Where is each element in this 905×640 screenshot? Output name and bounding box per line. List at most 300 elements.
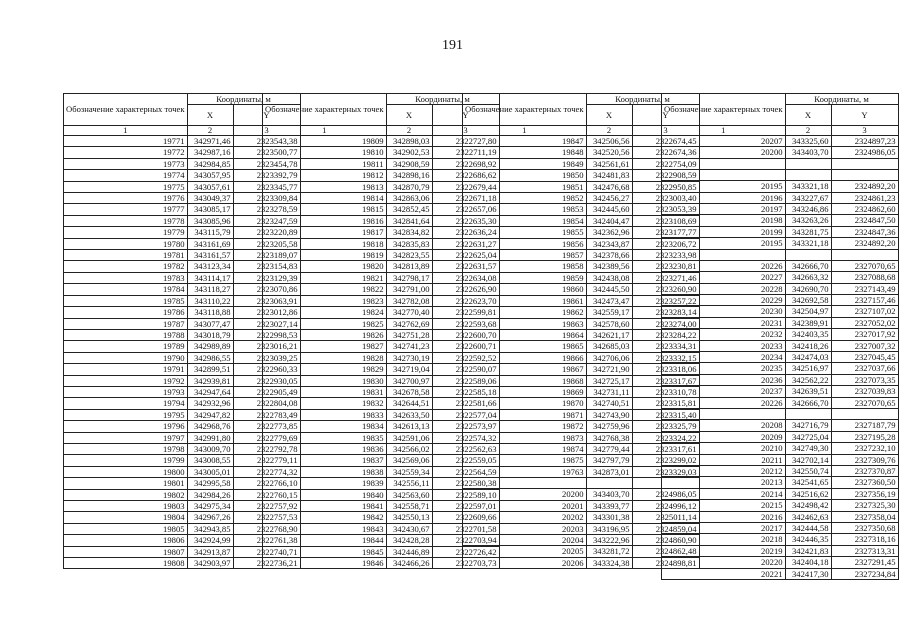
table-row	[662, 147, 899, 158]
x-coordinate: 342561,61	[586, 158, 632, 169]
y-coordinate: 2323317,67	[632, 375, 699, 386]
y-coordinate: 2323063,91	[233, 295, 300, 306]
point-id: 19875	[463, 455, 587, 466]
y-coordinate: 2322930,05	[233, 375, 300, 386]
x-coordinate: 343222,96	[586, 535, 632, 546]
y-coordinate: 2322631,57	[432, 261, 499, 272]
y-coordinate: 2327143,49	[831, 283, 898, 294]
y-coordinate: 2323329,03	[632, 466, 699, 477]
y-coordinate: 2327350,68	[831, 522, 898, 533]
point-id	[662, 409, 786, 420]
table-row	[662, 545, 899, 556]
column-number: 3	[432, 126, 499, 136]
table-row	[662, 181, 899, 192]
x-coordinate: 343403,70	[785, 147, 831, 158]
point-id: 19818	[263, 238, 387, 249]
table-row	[662, 386, 899, 397]
point-id: 19816	[263, 215, 387, 226]
y-coordinate: 2322686,62	[432, 170, 499, 181]
table-row	[662, 443, 899, 454]
point-id: 19815	[263, 204, 387, 215]
table-row	[662, 260, 899, 271]
x-coordinate: 342343,87	[586, 238, 632, 249]
x-coordinate: 342975,34	[187, 501, 233, 512]
coordinates-header: Координаты, м	[187, 94, 300, 105]
x-coordinate: 342685,03	[586, 341, 632, 352]
x-coordinate: 342902,53	[386, 147, 432, 158]
point-id: 19819	[263, 250, 387, 261]
y-coordinate: 2324898,81	[632, 557, 699, 568]
point-designation-header: Обозначение характерных точек	[463, 94, 587, 126]
x-coordinate: 342870,79	[386, 181, 432, 192]
y-coordinate: 2323233,98	[632, 250, 699, 261]
x-coordinate: 343161,69	[187, 238, 233, 249]
y-coordinate: 2323278,59	[233, 204, 300, 215]
point-id: 19787	[64, 318, 188, 329]
point-id: 20201	[463, 500, 587, 511]
y-coordinate: 2322599,81	[432, 307, 499, 318]
point-id: 19808	[64, 558, 188, 569]
point-id: 19802	[64, 489, 188, 500]
y-coordinate: 2322950,85	[632, 181, 699, 192]
x-coordinate: 343301,38	[586, 512, 632, 523]
y-coordinate: 2323315,40	[632, 409, 699, 420]
point-id: 20218	[662, 534, 786, 545]
y-coordinate: 2322754,09	[632, 158, 699, 169]
y-coordinate: 2327358,04	[831, 511, 898, 522]
x-coordinate: 343227,67	[785, 192, 831, 203]
point-id: 20226	[662, 397, 786, 408]
point-id: 19835	[263, 432, 387, 443]
point-id: 19807	[64, 546, 188, 557]
y-coordinate: 2327073,35	[831, 374, 898, 385]
point-id: 19812	[263, 170, 387, 181]
y-header: Y	[831, 105, 898, 126]
point-id: 20208	[662, 420, 786, 431]
x-coordinate	[785, 158, 831, 169]
y-coordinate: 2323318,06	[632, 364, 699, 375]
y-coordinate: 2323027,14	[233, 318, 300, 329]
x-coordinate: 342995,58	[187, 478, 233, 489]
point-id: 19847	[463, 136, 587, 147]
y-coordinate: 2323271,46	[632, 272, 699, 283]
point-id: 20221	[662, 568, 786, 579]
y-coordinate: 2322635,30	[432, 215, 499, 226]
y-coordinate: 2323325,79	[632, 421, 699, 432]
point-id: 20235	[662, 363, 786, 374]
point-id: 20227	[662, 272, 786, 283]
x-coordinate: 342445,60	[586, 204, 632, 215]
y-coordinate: 2323324,22	[632, 432, 699, 443]
point-id: 19789	[64, 341, 188, 352]
x-coordinate: 342520,56	[586, 147, 632, 158]
point-id: 19798	[64, 443, 188, 454]
y-coordinate: 2324986,05	[831, 147, 898, 158]
table-row	[662, 352, 899, 363]
x-coordinate: 343005,01	[187, 466, 233, 477]
y-coordinate: 2322564,59	[432, 466, 499, 477]
x-coordinate: 343196,95	[586, 523, 632, 534]
point-id: 19850	[463, 170, 587, 181]
point-id: 19873	[463, 432, 587, 443]
point-id: 19814	[263, 193, 387, 204]
x-coordinate: 342984,85	[187, 158, 233, 169]
table-row	[662, 295, 899, 306]
point-id: 19825	[263, 318, 387, 329]
point-id: 19834	[263, 421, 387, 432]
y-coordinate: 2323003,40	[632, 193, 699, 204]
y-coordinate: 2322592,52	[432, 352, 499, 363]
y-coordinate: 2327309,76	[831, 454, 898, 465]
y-coordinate: 2323284,22	[632, 329, 699, 340]
point-id: 19806	[64, 535, 188, 546]
x-coordinate: 342967,26	[187, 512, 233, 523]
point-id: 20234	[662, 352, 786, 363]
table-row	[662, 272, 899, 283]
y-coordinate: 2322698,92	[432, 158, 499, 169]
x-coordinate: 342466,26	[386, 558, 432, 569]
x-coordinate: 342639,51	[785, 386, 831, 397]
point-id: 19811	[263, 158, 387, 169]
y-coordinate: 2323315,81	[632, 398, 699, 409]
coordinates-header: Координаты, м	[586, 94, 699, 105]
point-id: 20233	[662, 340, 786, 351]
x-coordinate: 343057,95	[187, 170, 233, 181]
point-id: 19801	[64, 478, 188, 489]
x-coordinate: 342770,40	[386, 307, 432, 318]
x-coordinate: 342569,06	[386, 455, 432, 466]
y-coordinate: 2327157,46	[831, 295, 898, 306]
point-id: 19852	[463, 193, 587, 204]
y-coordinate: 2327370,87	[831, 465, 898, 476]
point-id: 19782	[64, 261, 188, 272]
y-coordinate: 2323205,58	[233, 238, 300, 249]
x-coordinate: 342899,51	[187, 364, 233, 375]
point-id: 20214	[662, 488, 786, 499]
y-coordinate: 2322768,90	[233, 523, 300, 534]
x-coordinate: 342791,00	[386, 284, 432, 295]
x-coordinate: 342550,13	[386, 512, 432, 523]
y-coordinate: 2323260,90	[632, 284, 699, 295]
y-coordinate: 2322585,18	[432, 386, 499, 397]
x-coordinate: 343085,96	[187, 215, 233, 226]
x-coordinate: 342445,50	[586, 284, 632, 295]
table-row	[662, 329, 899, 340]
y-coordinate: 2324862,48	[632, 546, 699, 557]
point-id: 19870	[463, 398, 587, 409]
x-header: X	[785, 105, 831, 126]
y-coordinate: 2322757,53	[233, 512, 300, 523]
point-id: 19857	[463, 250, 587, 261]
point-id: 19788	[64, 329, 188, 340]
point-id: 20231	[662, 317, 786, 328]
x-coordinate: 342932,96	[187, 398, 233, 409]
x-coordinate: 342591,06	[386, 432, 432, 443]
x-coordinate	[586, 478, 632, 489]
y-coordinate: 2327017,92	[831, 329, 898, 340]
y-coordinate: 2324861,23	[831, 192, 898, 203]
x-coordinate: 342516,97	[785, 363, 831, 374]
point-designation-header: Обозначение характерных точек	[662, 94, 786, 126]
point-id	[662, 158, 786, 169]
y-coordinate: 2323332,15	[632, 352, 699, 363]
x-coordinate: 342428,28	[386, 535, 432, 546]
y-coordinate: 2324996,12	[632, 500, 699, 511]
point-id: 19827	[263, 341, 387, 352]
table-row	[662, 363, 899, 374]
y-coordinate: 2323283,14	[632, 307, 699, 318]
x-coordinate: 342566,02	[386, 443, 432, 454]
y-coordinate: 2322792,78	[233, 443, 300, 454]
x-coordinate: 342378,66	[586, 250, 632, 261]
point-id: 20199	[662, 226, 786, 237]
point-id: 20216	[662, 511, 786, 522]
x-coordinate: 342438,08	[586, 272, 632, 283]
y-coordinate: 2327088,68	[831, 272, 898, 283]
y-coordinate: 2322634,08	[432, 272, 499, 283]
x-coordinate: 342644,51	[386, 398, 432, 409]
point-id: 19774	[64, 170, 188, 181]
x-coordinate: 342418,26	[785, 340, 831, 351]
x-coordinate: 342984,26	[187, 489, 233, 500]
x-coordinate: 342663,32	[785, 272, 831, 283]
point-id: 20230	[662, 306, 786, 317]
point-id: 19778	[64, 215, 188, 226]
point-id: 20207	[662, 136, 786, 147]
point-id: 19797	[64, 432, 188, 443]
x-coordinate: 342446,35	[785, 534, 831, 545]
x-coordinate: 342719,04	[386, 364, 432, 375]
point-id: 19860	[463, 284, 587, 295]
y-coordinate: 2327325,30	[831, 500, 898, 511]
x-coordinate: 342798,17	[386, 272, 432, 283]
x-coordinate: 342986,55	[187, 352, 233, 363]
point-id: 20200	[662, 147, 786, 158]
point-id: 19858	[463, 261, 587, 272]
coordinates-header: Координаты, м	[785, 94, 898, 105]
x-coordinate: 342556,11	[386, 478, 432, 489]
y-coordinate: 2322580,38	[432, 478, 499, 489]
x-coordinate: 342389,91	[785, 317, 831, 328]
table-row	[662, 454, 899, 465]
x-coordinate: 342678,58	[386, 386, 432, 397]
table-row	[662, 136, 899, 147]
y-coordinate: 2327318,16	[831, 534, 898, 545]
y-coordinate: 2323345,77	[233, 181, 300, 192]
x-coordinate: 342971,46	[187, 136, 233, 147]
point-id: 19855	[463, 227, 587, 238]
table-row	[662, 283, 899, 294]
point-id: 20196	[662, 192, 786, 203]
y-coordinate: 2323220,89	[233, 227, 300, 238]
y-coordinate: 2322626,90	[432, 284, 499, 295]
x-coordinate: 342716,79	[785, 420, 831, 431]
y-coordinate: 2327195,28	[831, 431, 898, 442]
table-row	[662, 488, 899, 499]
point-id: 20219	[662, 545, 786, 556]
table-row	[662, 409, 899, 420]
y-coordinate: 2323012,86	[233, 307, 300, 318]
point-id: 20195	[662, 181, 786, 192]
point-id: 19783	[64, 272, 188, 283]
x-coordinate: 342481,83	[586, 170, 632, 181]
x-coordinate: 342421,83	[785, 545, 831, 556]
y-coordinate: 2322589,10	[432, 489, 499, 500]
table-row	[662, 204, 899, 215]
x-coordinate: 342473,47	[586, 295, 632, 306]
y-coordinate: 2323317,61	[632, 443, 699, 454]
point-id: 19780	[64, 238, 188, 249]
y-coordinate: 2322960,33	[233, 364, 300, 375]
table-row	[662, 500, 899, 511]
table-row	[662, 397, 899, 408]
x-coordinate: 343324,38	[586, 557, 632, 568]
table-row	[662, 420, 899, 431]
point-id: 19871	[463, 409, 587, 420]
point-id: 19839	[263, 478, 387, 489]
y-coordinate: 2323177,77	[632, 227, 699, 238]
x-coordinate: 342873,01	[586, 466, 632, 477]
y-coordinate: 2323154,83	[233, 261, 300, 272]
y-coordinate: 2327313,31	[831, 545, 898, 556]
y-coordinate: 2323309,84	[233, 193, 300, 204]
point-id: 19865	[463, 341, 587, 352]
table-row	[662, 511, 899, 522]
y-coordinate: 2322559,05	[432, 455, 499, 466]
x-coordinate: 342939,81	[187, 375, 233, 386]
page-number: 191	[442, 38, 463, 53]
point-id: 19786	[64, 307, 188, 318]
x-coordinate: 342725,04	[785, 431, 831, 442]
x-coordinate: 342725,17	[586, 375, 632, 386]
point-id: 19854	[463, 215, 587, 226]
point-id: 20195	[662, 238, 786, 249]
x-coordinate	[785, 409, 831, 420]
x-coordinate: 342762,69	[386, 318, 432, 329]
point-id: 19862	[463, 307, 587, 318]
column-number: 2	[386, 126, 432, 136]
y-coordinate: 2327107,02	[831, 306, 898, 317]
point-id: 19809	[263, 136, 387, 147]
point-id: 19848	[463, 147, 587, 158]
x-coordinate: 343057,61	[187, 181, 233, 192]
y-coordinate: 2322574,32	[432, 432, 499, 443]
point-id: 19772	[64, 147, 188, 158]
y-coordinate: 2322573,97	[432, 421, 499, 432]
x-coordinate: 342841,64	[386, 215, 432, 226]
point-id: 19804	[64, 512, 188, 523]
y-header: Y	[432, 105, 499, 126]
x-coordinate: 342692,58	[785, 295, 831, 306]
x-coordinate: 342743,90	[586, 409, 632, 420]
point-id: 20229	[662, 295, 786, 306]
x-coordinate: 342898,03	[386, 136, 432, 147]
y-coordinate: 2322631,27	[432, 238, 499, 249]
y-coordinate: 2327291,45	[831, 557, 898, 568]
x-coordinate: 342751,28	[386, 329, 432, 340]
x-coordinate: 342559,17	[586, 307, 632, 318]
point-id: 19846	[263, 558, 387, 569]
y-coordinate: 2323247,59	[233, 215, 300, 226]
x-coordinate: 343118,27	[187, 284, 233, 295]
y-coordinate: 2323500,77	[233, 147, 300, 158]
x-coordinate: 342913,87	[187, 546, 233, 557]
x-coordinate: 342903,97	[187, 558, 233, 569]
x-coordinate: 342702,14	[785, 454, 831, 465]
point-id: 20226	[662, 260, 786, 271]
x-header: X	[586, 105, 632, 126]
point-id: 19849	[463, 158, 587, 169]
x-coordinate: 343049,37	[187, 193, 233, 204]
table-row	[662, 238, 899, 249]
x-coordinate: 342968,76	[187, 421, 233, 432]
x-coordinate: 342516,62	[785, 488, 831, 499]
point-id: 19803	[64, 501, 188, 512]
coordinates-header: Координаты, м	[386, 94, 499, 105]
y-coordinate	[831, 409, 898, 420]
x-coordinate: 342813,89	[386, 261, 432, 272]
point-id: 19781	[64, 250, 188, 261]
x-coordinate: 342633,50	[386, 409, 432, 420]
point-designation-header: Обозначение характерных точек	[64, 94, 188, 126]
table-row	[662, 522, 899, 533]
point-id: 19810	[263, 147, 387, 158]
x-coordinate: 342947,82	[187, 409, 233, 420]
y-coordinate: 2327070,65	[831, 260, 898, 271]
point-id: 19874	[463, 443, 587, 454]
y-coordinate: 2323310,78	[632, 386, 699, 397]
point-id: 19776	[64, 193, 188, 204]
point-id: 19784	[64, 284, 188, 295]
y-coordinate: 2323454,78	[233, 158, 300, 169]
column-number: 3	[632, 126, 699, 136]
y-coordinate: 2322774,32	[233, 466, 300, 477]
point-id: 19867	[463, 364, 587, 375]
point-id: 19838	[263, 466, 387, 477]
point-id: 19851	[463, 181, 587, 192]
x-coordinate: 342834,82	[386, 227, 432, 238]
x-coordinate: 342498,42	[785, 500, 831, 511]
table-row	[662, 374, 899, 385]
x-coordinate: 342943,85	[187, 523, 233, 534]
y-coordinate: 2322657,06	[432, 204, 499, 215]
y-coordinate	[831, 170, 898, 181]
y-coordinate: 2322908,59	[632, 170, 699, 181]
x-coordinate: 343246,86	[785, 204, 831, 215]
point-id: 19800	[64, 466, 188, 477]
y-coordinate: 2327187,79	[831, 420, 898, 431]
point-id: 19773	[64, 158, 188, 169]
point-id: 19861	[463, 295, 587, 306]
x-coordinate: 343281,75	[785, 226, 831, 237]
point-id: 19805	[64, 523, 188, 534]
x-coordinate: 342782,08	[386, 295, 432, 306]
y-coordinate: 2322609,66	[432, 512, 499, 523]
point-id	[463, 478, 587, 489]
x-coordinate: 342863,06	[386, 193, 432, 204]
point-id: 19832	[263, 398, 387, 409]
x-coordinate: 343263,26	[785, 215, 831, 226]
point-id: 20236	[662, 374, 786, 385]
point-id	[662, 170, 786, 181]
point-id: 19777	[64, 204, 188, 215]
x-coordinate: 342823,55	[386, 250, 432, 261]
y-coordinate: 2322740,71	[233, 546, 300, 557]
point-id: 19822	[263, 284, 387, 295]
y-coordinate	[831, 158, 898, 169]
column-number: 2	[785, 126, 831, 136]
x-coordinate: 342474,03	[785, 352, 831, 363]
